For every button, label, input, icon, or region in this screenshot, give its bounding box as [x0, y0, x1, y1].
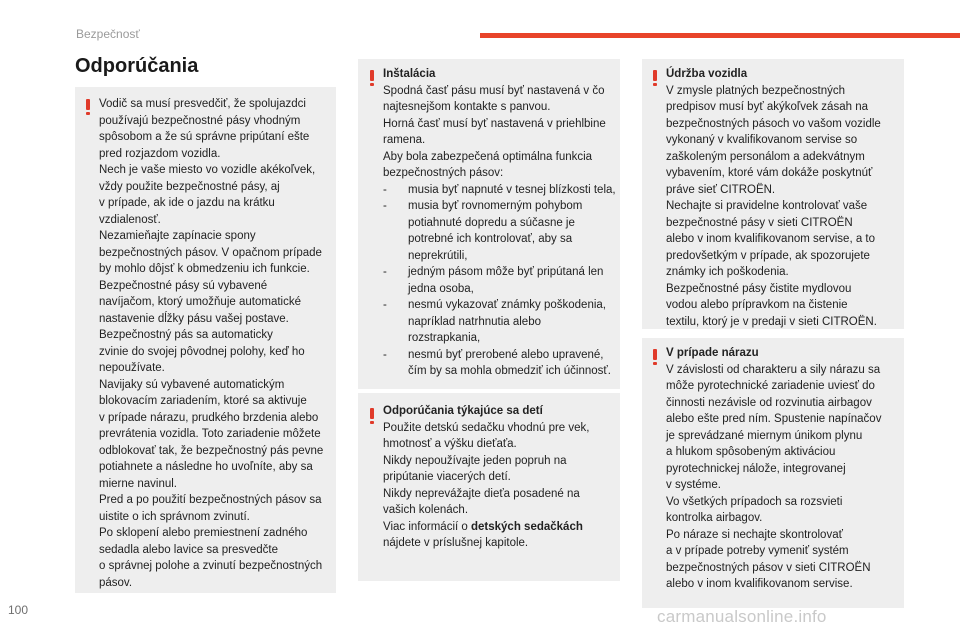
- exclamation-mark-icon: [370, 70, 374, 86]
- section-header: Bezpečnosť: [76, 27, 140, 41]
- children-text: Odporúčania týkajúce sa detí Použite detskú sedačku vhodnú pre vek, hmotnosť a výšku dieťaťa. Nikdy nepoužívajte jeden popruh na pripútanie viacerých detí. Nikdy neprevážajte dieťa posadené na vašich kolenách. Viac informácií o detských sedačkách nájdete v príslušnej kapitole.: [383, 405, 590, 549]
- recommendations-text: Vodič sa musí presvedčiť, že spolujazdci používajú bezpečnostné pásy vhodným spôsobom a že sú správne pripútaní ešte pred rozjazdom vozidla. Nech je vaše miesto vo vozidle akékoľvek, vždy použite bezpečnostné pásy, aj v prípade, ak ide o jazdu na krátku vzdialenosť. Nezamieňajte zapínacie spony bezpečnostných pásov. V opačnom prípade by mohlo dôjsť k obmedzeniu ich funkcie. Bezpečnostné pásy sú vybavené navíjačom, ktorý umožňuje automatické nastavenie dĺžky pásu vašej postave. Bezpečnostný pás sa automaticky zvinie do svojej pôvodnej polohy, keď ho nepoužívate. Navijaky sú vybavené automatickým blokovacím zariadením, ktoré sa aktivuje v prípade nárazu, prudkého brzdenia alebo prevrátenia vozidla. Toto zariadenie môžete odblokovať tak, že bezpečnostný pás pevne potiahnete a následne ho uvoľníte, aby sa mierne navinul. Pred a po použití bezpečnostných pásov sa uistite o ich správnom zvinutí. Po sklopení alebo premiestnení zadného sedadla alebo lavice sa presvedčte o správnej polohe a zvinutí bezpečnostných pásov.: [99, 98, 324, 589]
- exclamation-mark-icon: [653, 70, 657, 86]
- child-seats-link-text: detských sedačkách: [471, 520, 583, 533]
- watermark: carmanualsonline.info: [657, 607, 827, 626]
- page-title: Odporúčania: [75, 55, 199, 77]
- exclamation-mark-icon: [653, 349, 657, 365]
- impact-text: V prípade nárazu V závislosti od charakteru a sily nárazu sa môže pyrotechnické zariadenie uviesť do činnosti nezávisle od rozvinutia airbagov alebo ešte pred ním. Spustenie napínačov je sprevádzané miernym únikom plynu a hlukom spôsobeným aktiváciou pyrotechnickej nálože, integrovanej v systéme. Vo všetkých prípadoch sa rozsvieti kontrolka airbagov. Po náraze si nechajte skontrolovať a v prípade potreby vymeniť systém bezpečnostných pásov v sieti CITROËN alebo v inom kvalifikovanom servise.: [666, 347, 882, 590]
- exclamation-mark-icon: [86, 99, 90, 115]
- impact-title: V prípade nárazu: [666, 347, 759, 359]
- maintenance-title: Údržba vozidla: [666, 68, 748, 80]
- maintenance-text: Údržba vozidla V zmysle platných bezpečnostných predpisov musí byť akýkoľvek zásah na bezpečnostných pásoch vo vašom vozidle vykonaný v kvalifikovanom servise so zaškoleným personálom a adekvátnym vybavením, ktoré vám dokáže poskytnúť práve sieť CITROËN. Nechajte si pravidelne kontrolovať vaše bezpečnostné pásy v sieti CITROËN alebo v inom kvalifikovanom servise, a to predovšetkým v prípade, ak spozorujete známky ich poškodenia. Bezpečnostné pásy čistite mydlovou vodou alebo prípravkom na čistenie textilu, ktorý je v predaji v sieti CITROËN.: [666, 68, 881, 328]
- installation-title: Inštalácia: [383, 68, 436, 80]
- page-number: 100: [8, 603, 29, 617]
- children-title: Odporúčania týkajúce sa detí: [383, 405, 543, 417]
- header-accent-bar: [480, 33, 960, 38]
- exclamation-mark-icon: [370, 408, 374, 424]
- installation-text: Inštalácia Spodná časť pásu musí byť nastavená v čo najtesnejšom kontakte s panvou. Horná časť musí byť nastavená v priehlbine ramena. Aby bola zabezpečená optimálna funkcia bezpečnostných pásov: - musia byť napnuté v tesnej blízkosti tela, - musia byť rovnomerným pohybom potiahnuté dopredu a súčasne je potrebné ich kontrolovať, aby sa neprekrútili, - jedným pásom môže byť pripútaná len jedna osoba, - nesmú vykazovať známky poškodenia, napríklad natrhnutia alebo rozstrapkania, - nesmú byť prerobené alebo upravené, čím by sa mohla obmedziť ich účinnosť.: [383, 66, 616, 380]
